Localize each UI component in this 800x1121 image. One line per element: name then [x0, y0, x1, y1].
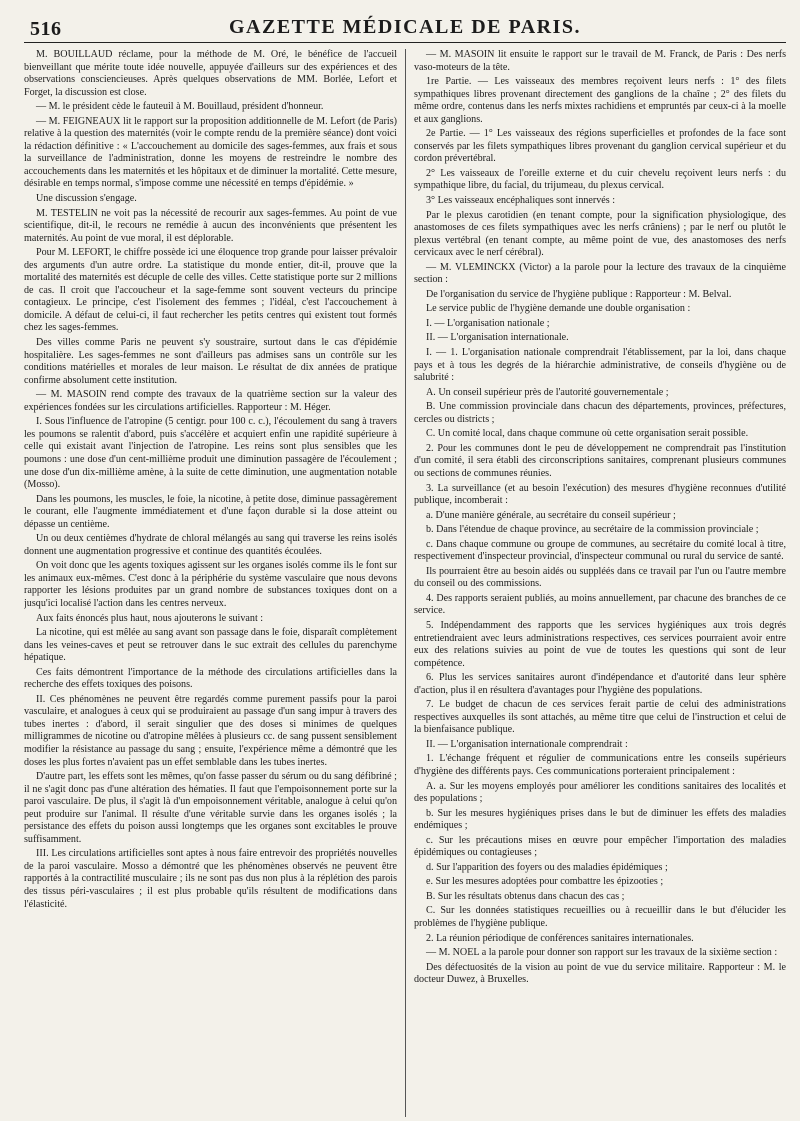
paragraph: 1re Partie. — Les vaisseaux des membres reçoivent leurs nerfs : 1° des filets sympathiques libres provenant directement des ganglions de la chaîne ; 2° des filets du même ordre, contenus dans les nerfs mixtes rachidiens et empruntés par ceux-ci à la moelle et aux ganglions. — [414, 76, 786, 125]
paragraph: I. — 1. L'organisation nationale comprendrait l'établissement, par la loi, dans chaque pays et à tous les degrés de la hiérarchie administrative, de conseils d'hygiène ou de salubrité : — [414, 347, 786, 384]
paragraph: II. — L'organisation internationale comprendrait : — [426, 738, 628, 750]
paragraph: b. Dans l'étendue de chaque province, au secrétaire de la commission provinciale ; — [426, 524, 759, 536]
paragraph: e. Sur les mesures adoptées pour combattre les épizooties ; — [426, 876, 664, 888]
paragraph: 2. Pour les communes dont le peu de développement ne comprendrait pas l'institution d'un comité, il sera établi des circonscriptions sanitaires, comprenant plusieurs communes ou sections de communes réunies. — [414, 442, 786, 479]
paragraph: — M. MASOIN lit ensuite le rapport sur le travail de M. Franck, de Paris : Des nerfs vaso-moteurs de la tête. — [414, 49, 786, 73]
paragraph: — M. NOEL a la parole pour donner son rapport sur les travaux de la sixième section : — [426, 947, 778, 959]
paragraph: 3° Les vaisseaux encéphaliques sont innervés : — [426, 195, 616, 207]
paragraph: — M. le président cède le fauteuil à M. Bouillaud, président d'honneur. — [36, 101, 324, 113]
paragraph: III. Les circulations artificielles sont aptes à nous faire entrevoir des propriétés nouvelles de la paroi vasculaire. Mosso a démontré que les phénomènes observés ne peuvent être rapportés à la contractilité musculaire ; ils ne sont pas dus non plus à la réplétion des parois des tissus péri-vasculaires ; il est plus probable qu'ils résultent de modifications dans l'élasticité. — [24, 848, 397, 910]
paragraph: c. Sur les précautions mises en œuvre pour empêcher l'importation des maladies épidémiques ou contagieuses ; — [414, 834, 786, 859]
paragraph: II. — L'organisation internationale. — [426, 332, 569, 344]
paragraph: Par le plexus carotidien (en tenant compte, pour la signification physiologique, des anastomoses de ces filets sympathiques avec les nerfs crâniens) ; par le nerf ou plutôt le plexus vertébral (en tenant compte, au même point de vue, des anastomoses des nerfs cervicaux avec le nerf cérébral). — [414, 209, 786, 259]
paragraph: 4. Des rapports seraient publiés, au moins annuellement, par chacune des branches de ce service. — [414, 592, 786, 617]
paragraph: Dans les poumons, les muscles, le foie, la nicotine, à petite dose, diminue passagèrement le courant, elle l'augmente immédiatement et d'une façon durable si la dose atteint ou dépasse un centième. — [24, 493, 397, 530]
paragraph: — M. FEIGNEAUX lit le rapport sur la proposition additionnelle de M. Lefort (de Paris) relative à la question des maternités (voir le compte rendu de la première séance) dont voici la rédaction définitive : « L'accouchement au domicile des sages-femmes, aux frais et sous la surveillance de l'administration, donne les moyens de restreindre le nombre des accouchements dans les maternités et les hôpitaux et de diminuer la mortalité. Cette mesure, désirable en temps normal, s'impose comme une nécessité en temps d'épidémie. » — [24, 115, 397, 190]
paragraph: c. Dans chaque commune ou groupe de communes, au secrétaire du comité local à titre, respectivement d'inspecteur provincial, d'inspecteur communal ou rural du service de santé. — [414, 538, 786, 563]
paragraph: C. Sur les données statistiques recueillies ou à recueillir dans le but d'élucider les problèmes de l'hygiène publique. — [414, 905, 786, 929]
paragraph: La nicotine, qui est mêlée au sang avant son passage dans le foie, disparaît complètement dans les veines-caves et peut se retrouver dans le suc extrait des cellules du parenchyme hépatique. — [24, 627, 397, 664]
paragraph: D'autre part, les effets sont les mêmes, qu'on fasse passer du sérum ou du sang défibriné ; il ne s'agit donc pas d'une altération des hématies. Il faut que l'empoisonnement porte sur la paroi vasculaire. De plus, il s'agit là d'un empoisonnement véritable, analogue à celui qu'on peut produire sur l'animal. Il résulte d'une véritable survie dans les organes isolés ; la persistance des effets du poison aussi longtemps que les organes sont excitables le prouve suffisamment. — [24, 771, 397, 845]
paragraph: 6. Plus les services sanitaires auront d'indépendance et d'autorité dans leur sphère d'action, plus il en résultera d'avantages pour l'hygiène des populations. — [414, 672, 786, 696]
paragraph: — M. VLEMINCKX (Victor) a la parole pour la lecture des travaux de la cinquième section : — [414, 261, 786, 286]
text-columns — [24, 49, 786, 1117]
paragraph: Ces faits démontrent l'importance de la méthode des circulations artificielles dans la recherche des effets toxiques des poisons. — [24, 666, 397, 691]
paragraph: b. Sur les mesures hygiéniques prises dans le but de diminuer les effets des maladies endémiques ; — [414, 807, 786, 832]
paragraph: a. D'une manière générale, au secrétaire du conseil supérieur ; — [426, 509, 676, 521]
paragraph: 2. La réunion périodique de conférences sanitaires internationales. — [426, 932, 694, 944]
left-column — [24, 49, 405, 1117]
paragraph: 5. Indépendamment des rapports que les services hygiéniques aux trois degrés entretiendraient avec leurs administrations respectives, ces services pourraient avoir entre eux des relations suivies au point de vue de toutes les questions qui sont de leur compétence. — [414, 619, 786, 669]
paragraph: M. TESTELIN ne voit pas la nécessité de recourir aux sages-femmes. Au point de vue scientifique, dit-il, le recours ne remédie à aucun des inconvénients que présentent les maternités. Au point de vue moral, il est déplorable. — [24, 207, 397, 244]
paragraph: Une discussion s'engage. — [36, 193, 137, 205]
paragraph: 3. La surveillance (et au besoin l'exécution) des mesures d'hygiène reconnues d'utilité publique, incomberait : — [414, 482, 786, 507]
paragraph: I. — L'organisation nationale ; — [426, 317, 550, 329]
paragraph: — M. MASOIN rend compte des travaux de la quatrième section sur la valeur des expériences fondées sur les circulations artificielles. Rapporteur : M. Héger. — [24, 389, 397, 413]
paragraph: Le service public de l'hygiène demande une double organisation : — [426, 303, 691, 315]
page-number: 516 — [30, 18, 62, 40]
running-title: GAZETTE MÉDICALE DE PARIS. — [228, 16, 582, 38]
paragraph: 2e Partie. — 1° Les vaisseaux des régions superficielles et profondes de la face sont conservés par les filets sympathiques libres provenant du ganglion cervical supérieur et du cordon prévertébral. — [414, 128, 786, 165]
paragraph: d. Sur l'apparition des foyers ou des maladies épidémiques ; — [426, 861, 668, 873]
paragraph: 1. L'échange fréquent et régulier de communications entre les conseils supérieurs d'hygiène des différents pays. Ces communications porteraient principalement : — [414, 753, 786, 777]
paragraph: I. Sous l'influence de l'atropine (5 centigr. pour 100 c. c.), l'écoulement du sang à travers les poumons se ralentit d'abord, puis s'accélère et acquiert enfin une rapidité supérieure à celle qui existait avant l'injection de l'atropine. Les reins sont plus sensibles que les poumons : une dose d'un cent-millième produit une diminution passagère de l'écoulement ; une dose d'un dix-millième amène, à la suite de cette diminution, une augmentation notable (Mosso). — [24, 416, 397, 491]
paragraph: Ils pourraient être au besoin aidés ou suppléés dans ce travail par l'un ou l'autre membre du conseil ou des commissions. — [414, 565, 786, 590]
page-header — [24, 14, 786, 43]
paragraph: B. Une commission provinciale dans chacun des départements, provinces, préfectures, cercles ou districts ; — [414, 401, 786, 425]
paragraph: Des défectuosités de la vision au point de vue du service militaire. Rapporteur : M. le docteur Duwez, à Bruxelles. — [414, 961, 786, 986]
paragraph: Un ou deux centièmes d'hydrate de chloral mélangés au sang qui traverse les reins isolés donnent une augmentation progressive et continue des quantités écoulées. — [24, 533, 397, 557]
paragraph: De l'organisation du service de l'hygiène publique : Rapporteur : M. Belval. — [426, 288, 732, 300]
paragraph: M. BOUILLAUD réclame, pour la méthode de M. Oré, le bénéfice de l'accueil bienveillant que mérite toute idée nouvelle, appuyée d'ailleurs sur des expériences et des observations consciencieuses. Après quelques observations de MM. Borlée, Lefort et Forget, la discussion est close. — [24, 49, 397, 98]
paragraph: Aux faits énoncés plus haut, nous ajouterons le suivant : — [36, 612, 264, 624]
paragraph: B. Sur les résultats obtenus dans chacun des cas ; — [426, 890, 625, 902]
paragraph: II. Ces phénomènes ne peuvent être regardés comme purement passifs pour la paroi vasculaire, et analogues à ceux qui se produiraient au passage d'un sang impur à travers des tubes inertes : d'abord, il serait singulier que des doses si minimes de quelques milligrammes de nicotine ou d'atropine mêlées à plusieurs cc. de sang pussent sensiblement modifier la résistance au passage du sang ; ensuite, l'expérience même a démontré que les doses les plus fortes n'avaient pas un effet semblable dans les tubes inertes. — [24, 693, 397, 768]
paragraph: On voit donc que les agents toxiques agissent sur les organes isolés comme ils le font sur les animaux eux-mêmes. C'est donc à la périphérie du système vasculaire que nous devons rapporter les lésions produites par un grand nombre de substances toxiques dont on a jusqu'ici localisé l'action dans les centres nerveux. — [24, 560, 397, 609]
paragraph: A. Un conseil supérieur près de l'autorité gouvernementale ; — [426, 386, 669, 398]
paragraph: 2° Les vaisseaux de l'oreille externe et du cuir chevelu reçoivent leurs nerfs : du sympathique libre, du facial, du trijumeau, du plexus cervical. — [414, 167, 786, 192]
paragraph: 7. Le budget de chacun de ces services ferait partie de celui des administrations respectives auxquelles ils sont attachés, au même titre que celui de l'instruction et celui de la bienfaisance publique. — [414, 699, 786, 736]
paragraph: A. a. Sur les moyens employés pour améliorer les conditions sanitaires des localités et des populations ; — [414, 780, 786, 805]
right-column — [405, 49, 786, 1117]
paragraph: Pour M. LEFORT, le chiffre possède ici une éloquence trop grande pour laisser prévaloir des arguments d'un autre ordre. La statistique du monde entier, dit-il, prouve que la mortalité des maternités est décuple de celle des villes. Cette statistique porte sur 2 millions de cas. Il croit que l'accoucheur et la sage-femme sont souvent vecteurs du principe contagieux. Le principe, c'est l'isolement des femmes ; l'idéal, c'est l'accouchement à domicile. A défaut de celui-ci, il faut rechercher les petits centres qui existent tout formés chez les sages-femmes. — [24, 247, 397, 334]
paragraph: C. Un comité local, dans chaque commune où cette organisation serait possible. — [426, 428, 749, 440]
paragraph: Des villes comme Paris ne peuvent s'y soustraire, surtout dans le cas d'épidémie hospitalière. Les sages-femmes ne sont d'ailleurs pas admises sans un contrôle sur les conditions matérielles et morales de leur maison. Le résultat de dix années de pratique confirme absolument cette institution. — [24, 337, 397, 386]
